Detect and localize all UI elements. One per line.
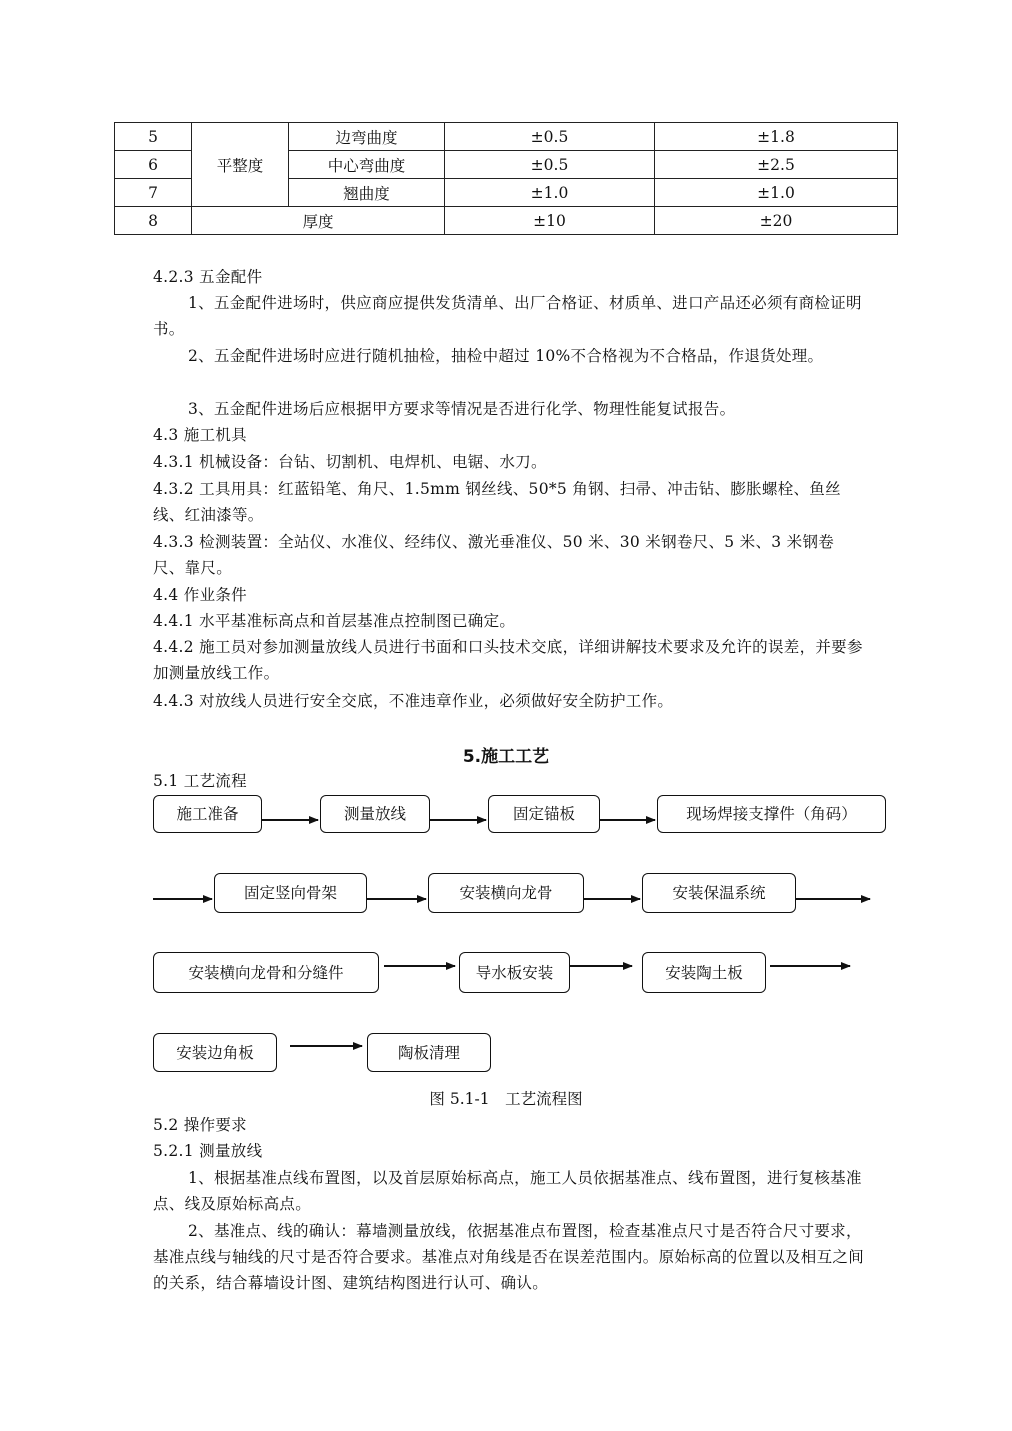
figure-caption: 图 5.1-1 工艺流程图 — [429, 1090, 583, 1108]
flow-step: 安装横向龙骨 — [428, 873, 584, 913]
section-heading-5-2-1: 5.2.1 测量放线 — [153, 1142, 263, 1160]
row-value-a: ±1.0 — [445, 179, 655, 207]
flow-step: 安装横向龙骨和分缝件 — [153, 952, 379, 993]
section-heading-4-4: 4.4 作业条件 — [153, 586, 247, 604]
row-item: 边弯曲度 — [289, 123, 445, 151]
paragraph: 3、五金配件进场后应根据甲方要求等情况是否进行化学、物理性能复试报告。 — [188, 400, 736, 418]
flow-step: 安装边角板 — [153, 1033, 277, 1072]
paragraph: 2、基准点、线的确认：幕墙测量放线，依据基准点布置图，检查基准点尺寸是否符合尺寸要求，基准点线与轴线的尺寸是否符合要求。基准点对角线是否在误差范围内。原始标高的位置以及相互之间的关系，结合幕墙设计图、建筑结构图进行认可、确认。 — [153, 1222, 865, 1292]
paragraph: 1、五金配件进场时，供应商应提供发货清单、出厂合格证、材质单、进口产品还必须有商检证明书。 — [153, 294, 862, 338]
section-heading-4-2-3: 4.2.3 五金配件 — [153, 268, 263, 286]
row-number: 5 — [115, 123, 192, 151]
flow-step: 现场焊接支撑件（角码） — [657, 795, 886, 833]
paragraph: 1、根据基准点线布置图，以及首层原始标高点，施工人员依据基准点、线布置图，进行复核基准点、线及原始标高点。 — [153, 1169, 862, 1213]
flow-step: 固定锚板 — [488, 795, 600, 833]
paragraph: 4.4.3 对放线人员进行安全交底，不准违章作业，必须做好安全防护工作。 — [153, 692, 674, 710]
row-value-a: ±0.5 — [445, 123, 655, 151]
paragraph: 2、五金配件进场时应进行随机抽检，抽检中超过 10%不合格视为不合格品，作退货处理。 — [188, 347, 824, 365]
row-group: 平整度 — [192, 123, 289, 207]
paragraph: 4.3.1 机械设备：台钻、切割机、电焊机、电锯、水刀。 — [153, 453, 547, 471]
section-heading-5-2: 5.2 操作要求 — [153, 1116, 247, 1134]
row-number: 8 — [115, 207, 192, 235]
row-item: 中心弯曲度 — [289, 151, 445, 179]
row-value-b: ±1.8 — [655, 123, 898, 151]
paragraph: 4.3.3 检测装置：全站仪、水准仪、经纬仪、激光垂准仪、50 米、30 米钢卷尺、5 米、3 米钢卷尺、靠尺。 — [153, 533, 835, 577]
flow-step: 导水板安装 — [459, 952, 570, 993]
row-item: 厚度 — [192, 207, 445, 235]
chapter-heading: 5.施工工艺 — [462, 747, 550, 767]
flow-step: 测量放线 — [320, 795, 430, 833]
flow-step: 固定竖向骨架 — [214, 873, 367, 913]
row-number: 7 — [115, 179, 192, 207]
row-item: 翘曲度 — [289, 179, 445, 207]
section-heading-4-3: 4.3 施工机具 — [153, 426, 247, 444]
paragraph: 4.4.2 施工员对参加测量放线人员进行书面和口头技术交底，详细讲解技术要求及允许的误差，并要参加测量放线工作。 — [153, 638, 863, 682]
row-number: 6 — [115, 151, 192, 179]
paragraph: 4.3.2 工具用具：红蓝铅笔、角尺、1.5mm 钢丝线、50*5 角钢、扫帚、冲击钻、膨胀螺栓、鱼丝线、红油漆等。 — [153, 480, 841, 524]
flow-step: 陶板清理 — [367, 1033, 491, 1072]
row-value-b: ±2.5 — [655, 151, 898, 179]
flow-step: 安装陶土板 — [642, 952, 766, 993]
row-value-a: ±0.5 — [445, 151, 655, 179]
section-heading-5-1: 5.1 工艺流程 — [153, 772, 247, 790]
paragraph: 4.4.1 水平基准标高点和首层基准点控制图已确定。 — [153, 612, 516, 630]
flow-step: 安装保温系统 — [642, 873, 796, 913]
row-value-b: ±1.0 — [655, 179, 898, 207]
row-value-a: ±10 — [445, 207, 655, 235]
row-value-b: ±20 — [655, 207, 898, 235]
flow-step: 施工准备 — [153, 795, 262, 833]
